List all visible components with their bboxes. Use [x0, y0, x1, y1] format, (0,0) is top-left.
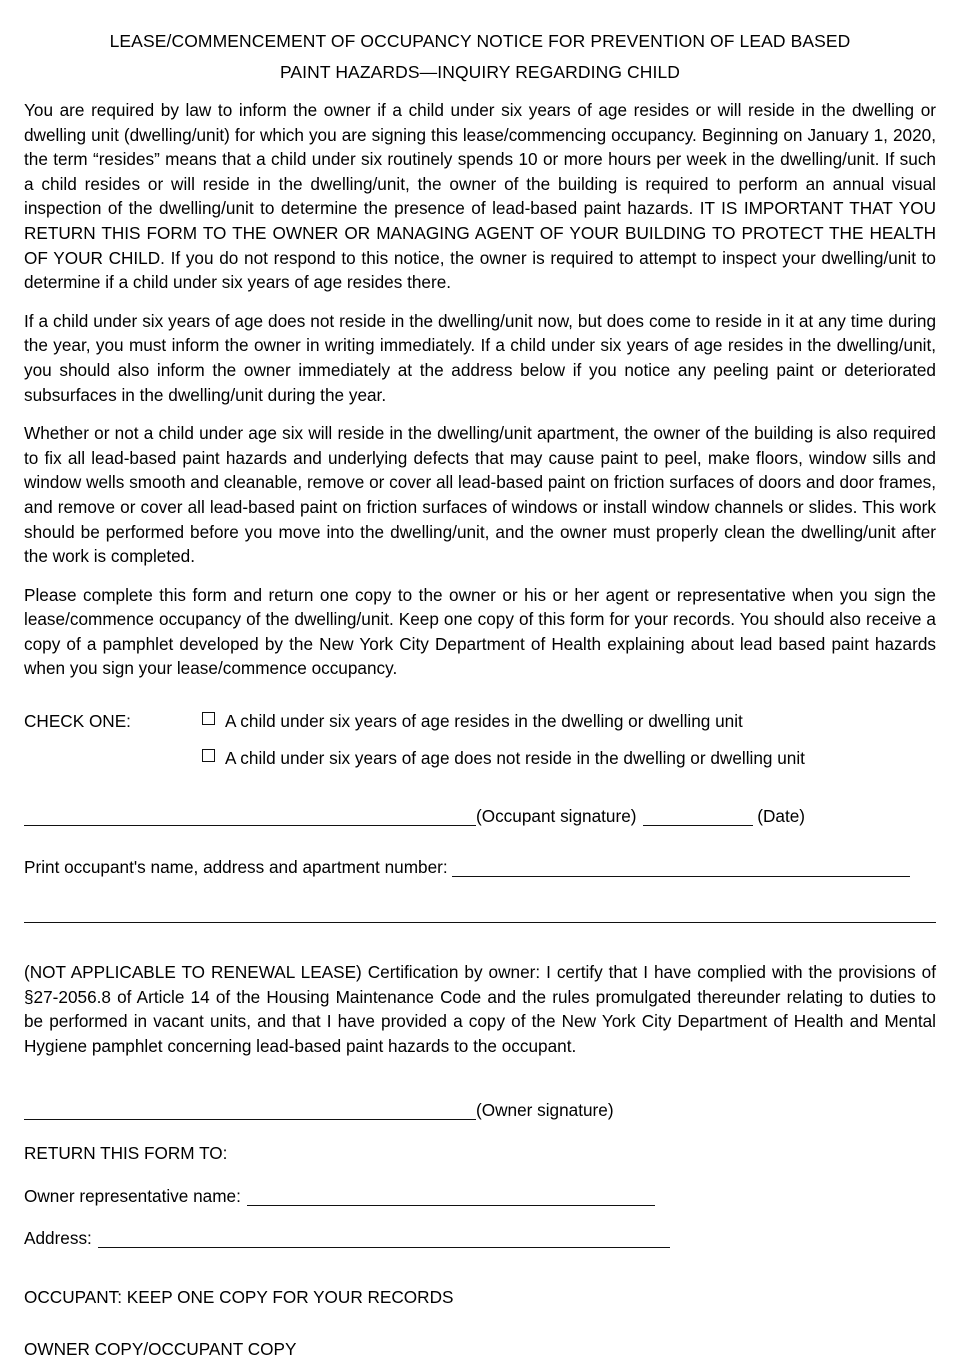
- check-one-block: [24, 709, 936, 770]
- paragraph-4: Please complete this form and return one copy to the owner or his or her agent or representative when you sign the lease/commence occupancy of the dwelling/unit. Keep one copy of this form for your records. You should also receive a copy of a pamphlet developed by the New York City Department of Health explaining about lead based paint hazards when you sign your lease/commence occupancy.: [24, 584, 936, 679]
- occupant-signature-row: [24, 804, 936, 829]
- owner-representative-field[interactable]: [247, 1205, 655, 1206]
- spacer: [24, 295, 936, 309]
- occupant-signature-caption: (Occupant signature): [476, 806, 637, 827]
- address-row: [24, 1226, 936, 1251]
- title-line-2: PAINT HAZARDS—INQUIRY REGARDING CHILD: [279, 62, 681, 82]
- document-title: [24, 0, 936, 88]
- paragraph-1: You are required by law to inform the owner if a child under six years of age resides or will reside in the dwelling or dwelling unit (dwelling/unit) for which you are signing this lease/commencing occupancy. Beginning on January 1, 2020, the term “resides” means that a child under six routinely spends 10 or more hours per week in the dwelling/unit. If such a child resides or will reside in the dwelling/unit, the owner of the building is required to perform an annual visual inspection of the dwelling/unit to determine the presence of lead-based paint hazards. IT IS IMPORTANT THAT YOU RETURN THIS FORM TO THE OWNER OR MANAGING AGENT OF YOUR BUILDING TO PROTECT THE HEALTH OF YOUR CHILD. If you do not respond to this notice, the owner is required to attempt to inspect your dwelling/unit to determine if a child under six years of age resides there.: [24, 100, 936, 293]
- title-line-1: LEASE/COMMENCEMENT OF OCCUPANCY NOTICE FOR PREVENTION OF LEAD BASED: [109, 31, 851, 51]
- paragraph-3: Whether or not a child under age six will reside in the dwelling/unit apartment, the owner of the building is also required to fix all lead-based paint hazards and underlying defects that may cause paint to peel, make floors, window sills and window wells smooth and cleanable, remove or cover all lead-based paint on friction surfaces of doors and door frames, and remove or cover all lead-based paint on friction surfaces of windows or install window channels or slides. This work should be performed before you move into the dwelling/unit, and the owner must properly clean the dwelling/unit after the work is completed.: [24, 423, 936, 567]
- date-field[interactable]: [643, 825, 753, 826]
- owner-representative-label: Owner representative name:: [24, 1185, 241, 1206]
- print-occupant-field-line-1[interactable]: [452, 876, 910, 877]
- owner-signature-field[interactable]: [24, 1119, 476, 1120]
- owner-representative-row: [24, 1184, 936, 1209]
- return-form-label: RETURN THIS FORM TO:: [24, 1143, 228, 1163]
- checkbox-child-resides-icon[interactable]: [202, 712, 215, 725]
- print-occupant-field-line-2[interactable]: [24, 922, 936, 923]
- checkbox-child-does-not-reside-icon[interactable]: [202, 749, 215, 762]
- occupant-signature-field[interactable]: [24, 825, 476, 826]
- checkbox-child-resides-label: A child under six years of age resides in the dwelling or dwelling unit: [225, 711, 743, 732]
- checkbox-child-does-not-reside-label: A child under six years of age does not reside in the dwelling or dwelling unit: [225, 747, 805, 768]
- address-label: Address:: [24, 1228, 92, 1249]
- print-occupant-label: Print occupant's name, address and apartment number:: [24, 856, 448, 877]
- check-one-label: CHECK ONE:: [24, 711, 131, 732]
- address-field[interactable]: [98, 1247, 670, 1248]
- footer-copy-notice: OWNER COPY/OCCUPANT COPY: [24, 1339, 297, 1360]
- print-occupant-row-2: [24, 901, 936, 926]
- spacer: [24, 407, 936, 421]
- print-occupant-row: [24, 855, 936, 880]
- owner-signature-caption: (Owner signature): [476, 1100, 614, 1121]
- date-caption: (Date): [757, 806, 806, 827]
- paragraph-2: If a child under six years of age does not reside in the dwelling/unit now, but does come to reside in it at any time during the year, you must inform the owner in writing immediately. If a child under six years of age resides in the dwelling/unit, you should also inform the owner immediately at the address below if you notice any peeling paint or deteriorated subsurfaces in the dwelling/unit during the year.: [24, 310, 936, 405]
- check-one-row-2: [24, 746, 936, 771]
- owner-signature-row: [24, 1098, 936, 1123]
- spacer: [24, 569, 936, 583]
- footer-occupant-notice: OCCUPANT: KEEP ONE COPY FOR YOUR RECORDS: [24, 1286, 454, 1307]
- certification-paragraph: (NOT APPLICABLE TO RENEWAL LEASE) Certification by owner: I certify that I have complied with the provisions of §27-2056.8 of Article 14 of the Housing Maintenance Code and the rules promulgated thereunder relating to duties to be performed in vacant units, and that I have provided a copy of the New York City Department of Health and Mental Hygiene pamphlet concerning lead-based paint hazards to the occupant.: [24, 962, 936, 1056]
- check-one-row-1: [24, 709, 936, 734]
